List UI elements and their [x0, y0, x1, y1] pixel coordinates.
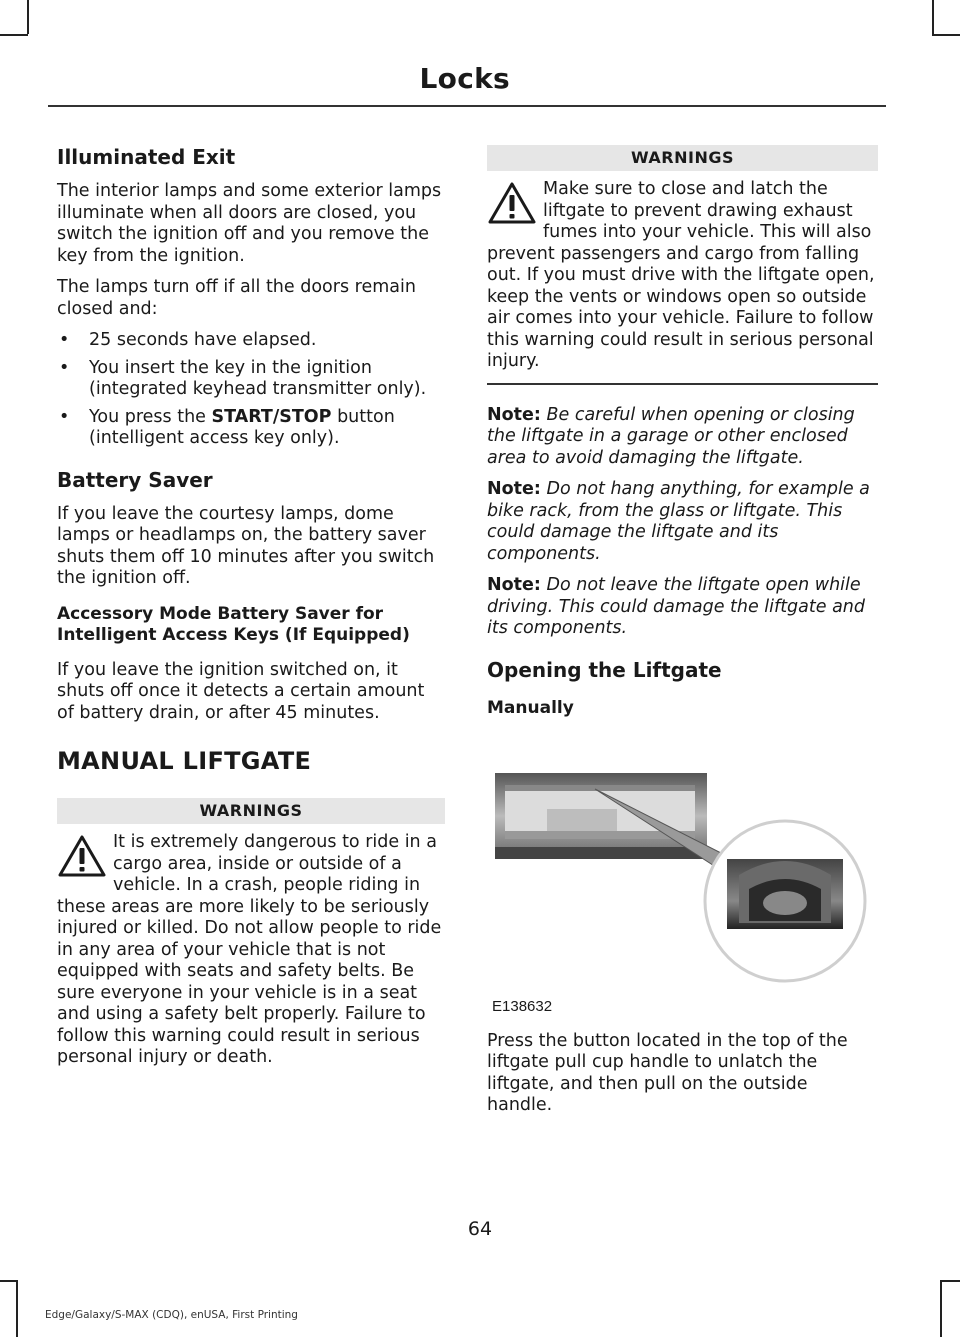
note	[487, 405, 878, 470]
note	[487, 575, 878, 640]
illuminated-exit-heading: Illuminated Exit	[57, 145, 236, 169]
crop-mark	[27, 0, 29, 34]
list-item-text: 25 seconds have elapsed.	[89, 330, 317, 350]
note-text: Do not hang anything, for example a bike rack, from the glass or liftgate. This could damage the liftgate and its components.	[487, 479, 870, 564]
list-item-text-post: button (intelligent access key only).	[89, 406, 395, 448]
note-label: Note:	[487, 479, 541, 499]
liftgate-figure	[487, 727, 878, 1017]
right-column	[487, 145, 878, 1127]
footer-text: Edge/Galaxy/S-MAX (CDQ), enUSA, First Printing	[45, 1309, 298, 1321]
crop-mark	[16, 1280, 18, 1337]
list-item	[57, 407, 445, 450]
list-item	[57, 330, 445, 352]
list-item	[57, 358, 445, 401]
left-column	[57, 145, 445, 1085]
list-item-text: You insert the key in the ignition (integrated keyhead transmitter only).	[89, 357, 427, 399]
battery-saver-paragraph: If you leave the courtesy lamps, dome lamps or headlamps on, the battery saver shuts them off 10 minutes after you switch the ignition off.	[57, 503, 435, 588]
illuminated-exit-paragraph-1: The interior lamps and some exterior lamps illuminate when all doors are closed, you switch the ignition off and you remove the key from the ignition.	[57, 181, 442, 266]
note-text: Be careful when opening or closing the liftgate in a garage or other enclosed area to avoid damaging the liftgate.	[487, 404, 855, 468]
page-number: 64	[467, 1218, 493, 1240]
crop-mark	[0, 1280, 16, 1282]
illuminated-exit-paragraph-2: The lamps turn off if all the doors remain closed and:	[57, 277, 416, 319]
warning-text: It is extremely dangerous to ride in a cargo area, inside or outside of a vehicle. In a crash, people riding in these areas are more likely to be seriously injured or killed. Do not allow people to ride in any area of your vehicle that is not equipped with seats and safety belts. Be sure everyone in your vehicle is in a seat and using a safety belt properly. Failure to follow this warning could result in serious personal injury or death.	[57, 832, 442, 1067]
crop-mark	[940, 1280, 960, 1282]
warning-triangle-icon	[487, 181, 537, 225]
crop-mark	[0, 34, 28, 36]
warning-box	[487, 145, 878, 385]
warning-box	[57, 798, 445, 1069]
list-item-text-pre: You press the	[89, 406, 212, 427]
note	[487, 479, 878, 565]
opening-liftgate-heading: Opening the Liftgate	[487, 657, 722, 682]
crop-mark	[940, 1280, 942, 1337]
manual-liftgate-heading: MANUAL LIFTGATE	[57, 747, 312, 775]
bullet-icon: •	[59, 357, 70, 378]
warning-body	[487, 179, 878, 373]
illuminated-exit-list	[57, 330, 445, 450]
figure-code: E138632	[492, 997, 553, 1015]
warning-body	[57, 832, 445, 1069]
bullet-icon: •	[59, 330, 70, 350]
page-title: Locks	[419, 62, 510, 95]
warning-triangle-icon	[57, 834, 107, 878]
crop-mark	[932, 0, 934, 34]
accessory-mode-heading: Accessory Mode Battery Saver for Intelligent Access Keys (If Equipped)	[57, 603, 410, 645]
warning-divider	[487, 383, 878, 385]
warnings-label: WARNINGS	[57, 798, 445, 824]
note-label: Note:	[487, 575, 541, 595]
start-stop-keyword: START/STOP	[211, 406, 332, 427]
warning-text: Make sure to close and latch the liftgate to prevent drawing exhaust fumes into your vehicle. This will also prevent passengers and cargo from falling out. If you must drive with the liftgate open, keep the vents or windows open so outside air comes into your vehicle. Failure to follow this warning could result in serious personal injury.	[487, 179, 875, 371]
crop-mark	[932, 34, 960, 36]
bullet-icon: •	[59, 406, 70, 427]
battery-saver-heading: Battery Saver	[57, 467, 213, 492]
note-text: Do not leave the liftgate open while driving. This could damage the liftgate and its components.	[487, 575, 866, 638]
manually-heading: Manually	[487, 697, 574, 718]
accessory-mode-paragraph: If you leave the ignition switched on, it shuts off once it detects a certain amount of battery drain, or after 45 minutes.	[57, 659, 425, 723]
header-divider	[48, 105, 886, 107]
note-label: Note:	[487, 404, 541, 425]
instruction-paragraph: Press the button located in the top of the liftgate pull cup handle to unlatch the liftgate, and then pull on the outside handle.	[487, 1030, 848, 1115]
warnings-label: WARNINGS	[487, 145, 878, 171]
liftgate-handle-illustration	[487, 727, 878, 1017]
